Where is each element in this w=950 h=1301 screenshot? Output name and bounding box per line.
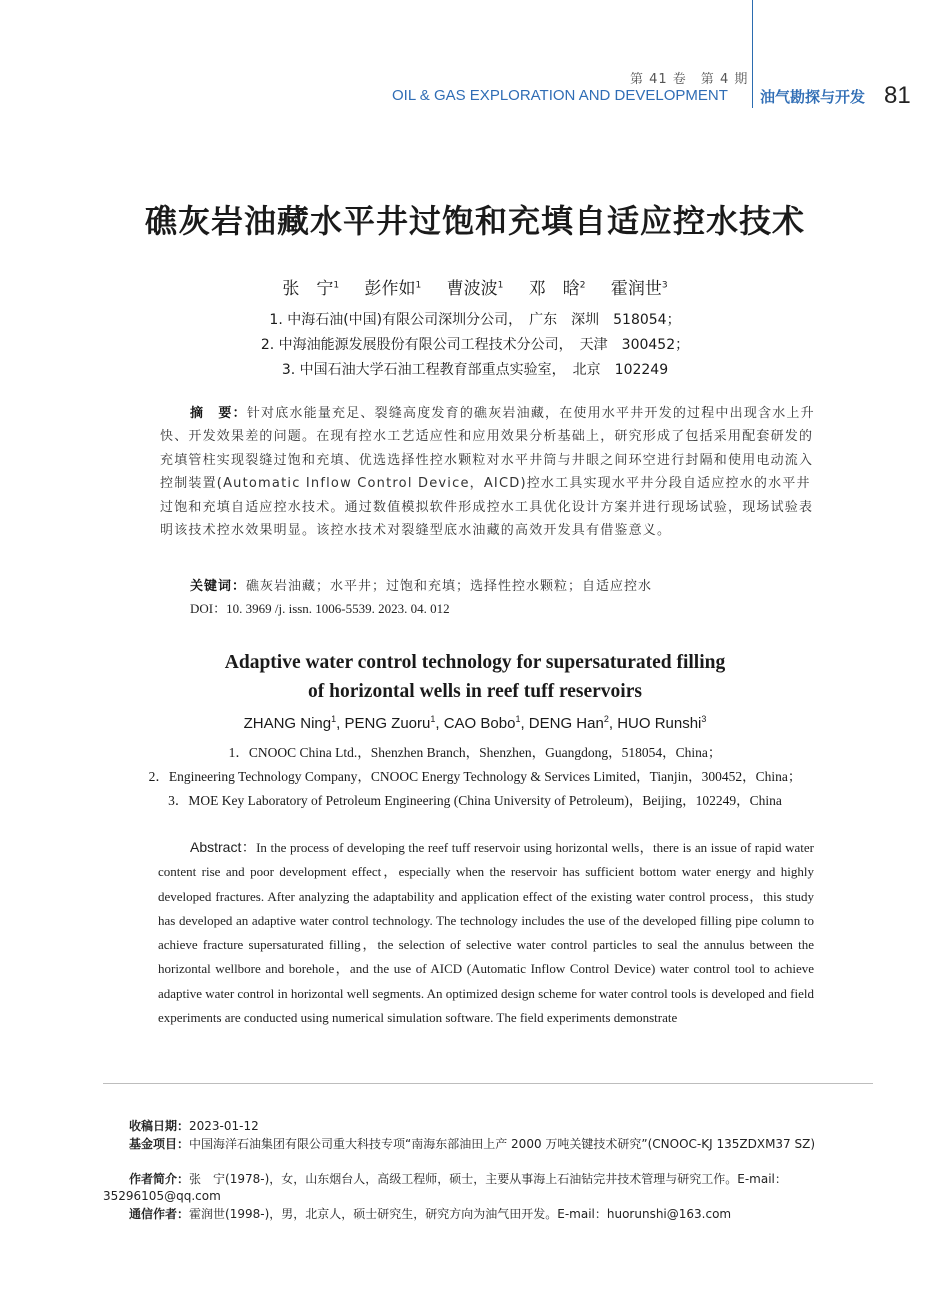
author-list-cn (0, 274, 950, 299)
author-en: DENG Han$^2$ (528, 714, 609, 732)
doi: DOI：10. 3969 /j. issn. 1006-5539. 2023. 04. 012 (190, 601, 450, 616)
affiliation-cn: 3. 中国石油大学石油工程教育部重点实验室， 北京 102249 (281, 362, 669, 378)
author-list-en: ZHANG Ning$^1$, PENG Zuoru$^1$, CAO Bobo$^1$, DENG Han$^2$, HUO Runshi$^3$ (243, 714, 707, 732)
keywords-cn-text: 礁灰岩油藏；水平井；过饱和充填；选择性控水颗粒；自适应控水 (246, 579, 653, 594)
journal-name-cn: 油气勘探与开发 (760, 88, 866, 106)
author-en: HUO Runshi$^3$ (617, 714, 707, 732)
author-en: ZHANG Ning$^1$ (243, 714, 337, 732)
author-cn: 邓 晗$^2$ (528, 279, 586, 299)
paper-title-cn: 礁灰岩油藏水平井过饱和充填自适应控水技术 (144, 202, 805, 240)
author-cn: 彭作如$^1$ (364, 279, 422, 299)
author-en: PENG Zuoru$^1$ (344, 714, 436, 732)
keywords-cn (190, 575, 652, 594)
abstract-en-label: Abstract： (190, 839, 257, 855)
affiliation-en: 2．Engineering Technology Company，CNOOC Energy Technology & Services Limited，Tianjin，300452，China； (148, 769, 802, 784)
paper-title-en (0, 648, 950, 706)
footnote-received: 收稿日期：2023-01-12 (129, 1119, 259, 1133)
paper-title-en-line: of horizontal wells in reef tuff reservoirs (308, 681, 642, 702)
author-cn: 曹波波$^1$ (446, 279, 504, 299)
author-cn: 霍润世$^3$ (610, 279, 668, 299)
abstract-cn (160, 402, 815, 542)
abstract-cn-label: 摘 要： (190, 406, 247, 421)
footnote-author: 作者简介：张 宁(1978-)，女，山东烟台人，高级工程师，硕士，主要从事海上石油钻完井技术管理与研究工作。E-mail：35296105@qq.com (103, 1172, 787, 1203)
keywords-cn-label: 关键词： (190, 579, 247, 594)
issue-info: 第 41 卷 第 4 期 (630, 72, 749, 87)
affiliation-cn: 2. 中海油能源发展股份有限公司工程技术分公司， 天津 300452； (260, 337, 690, 353)
paper-title-en-line: Adaptive water control technology for supersaturated filling (224, 652, 726, 673)
affiliation-en: 3．MOE Key Laboratory of Petroleum Engineering (China University of Petroleum)，Beijing，102249，China (168, 793, 782, 808)
footnote-corresponding: 通信作者：霍润世(1998-)，男，北京人，硕士研究生，研究方向为油气田开发。E-mail：huorunshi@163.com (129, 1207, 732, 1221)
affiliation-cn: 1. 中海石油(中国)有限公司深圳分公司， 广东 深圳 518054； (269, 312, 681, 328)
abstract-en (158, 835, 814, 1030)
journal-name-en: OIL & GAS EXPLORATION AND DEVELOPMENT (392, 87, 728, 104)
abstract-en-text: In the process of developing the reef tuff reservoir using horizontal wells，there is an issue of rapid water content rise and poor development effect，especially when the reservoir has sufficient bottom water energy and highly developed fractures. After analyzing the adaptability and application effect of the existing water control process，this study has developed an adaptive water control technology. The technology includes the use of the developed filling pipe column to achieve fracture supersaturated filling，the selection of selective water control particles to seal the annulus between the horizontal wellbore and borehole，and the use of AICD (Automatic Inflow Control Device) water control tool to achieve adaptive water control in horizontal well segments. An optimized design scheme for water control tools is developed and field experiments are conducted using numerical simulation software. The field experiments demonstrate (158, 840, 814, 1026)
page-number: 81 (884, 82, 911, 109)
author-cn: 张 宁$^1$ (282, 279, 340, 299)
header-divider (752, 0, 753, 108)
footnote-divider (103, 1083, 873, 1084)
affiliation-en: 1．CNOOC China Ltd.，Shenzhen Branch，Shenzhen，Guangdong，518054，China； (228, 745, 722, 760)
footnote-fund: 基金项目：中国海洋石油集团有限公司重大科技专项“南海东部油田上产 2000 万吨关键技术研究”(CNOOC-KJ 135ZDXM37 SZ) (129, 1137, 816, 1151)
abstract-cn-text: 针对底水能量充足、裂缝高度发育的礁灰岩油藏，在使用水平井开发的过程中出现含水上升快、开发效果差的问题。在现有控水工艺适应性和应用效果分析基础上，研究形成了包括采用配套研发的充填管柱实现裂缝过饱和充填、优选选择性控水颗粒对水平井筒与井眼之间环空进行封隔和使用电动流入控制装置(Automatic Inflow Control Device，AICD)控水工具实现水平井分段自适应控水的水平井过饱和充填自适应控水技术。通过数值模拟软件形成控水工具优化设计方案并进行现场试验，现场试验表明该技术控水效果明显。该控水技术对裂缝型底水油藏的高效开发具有借鉴意义。 (160, 406, 815, 539)
author-en: CAO Bobo$^1$ (443, 714, 521, 732)
